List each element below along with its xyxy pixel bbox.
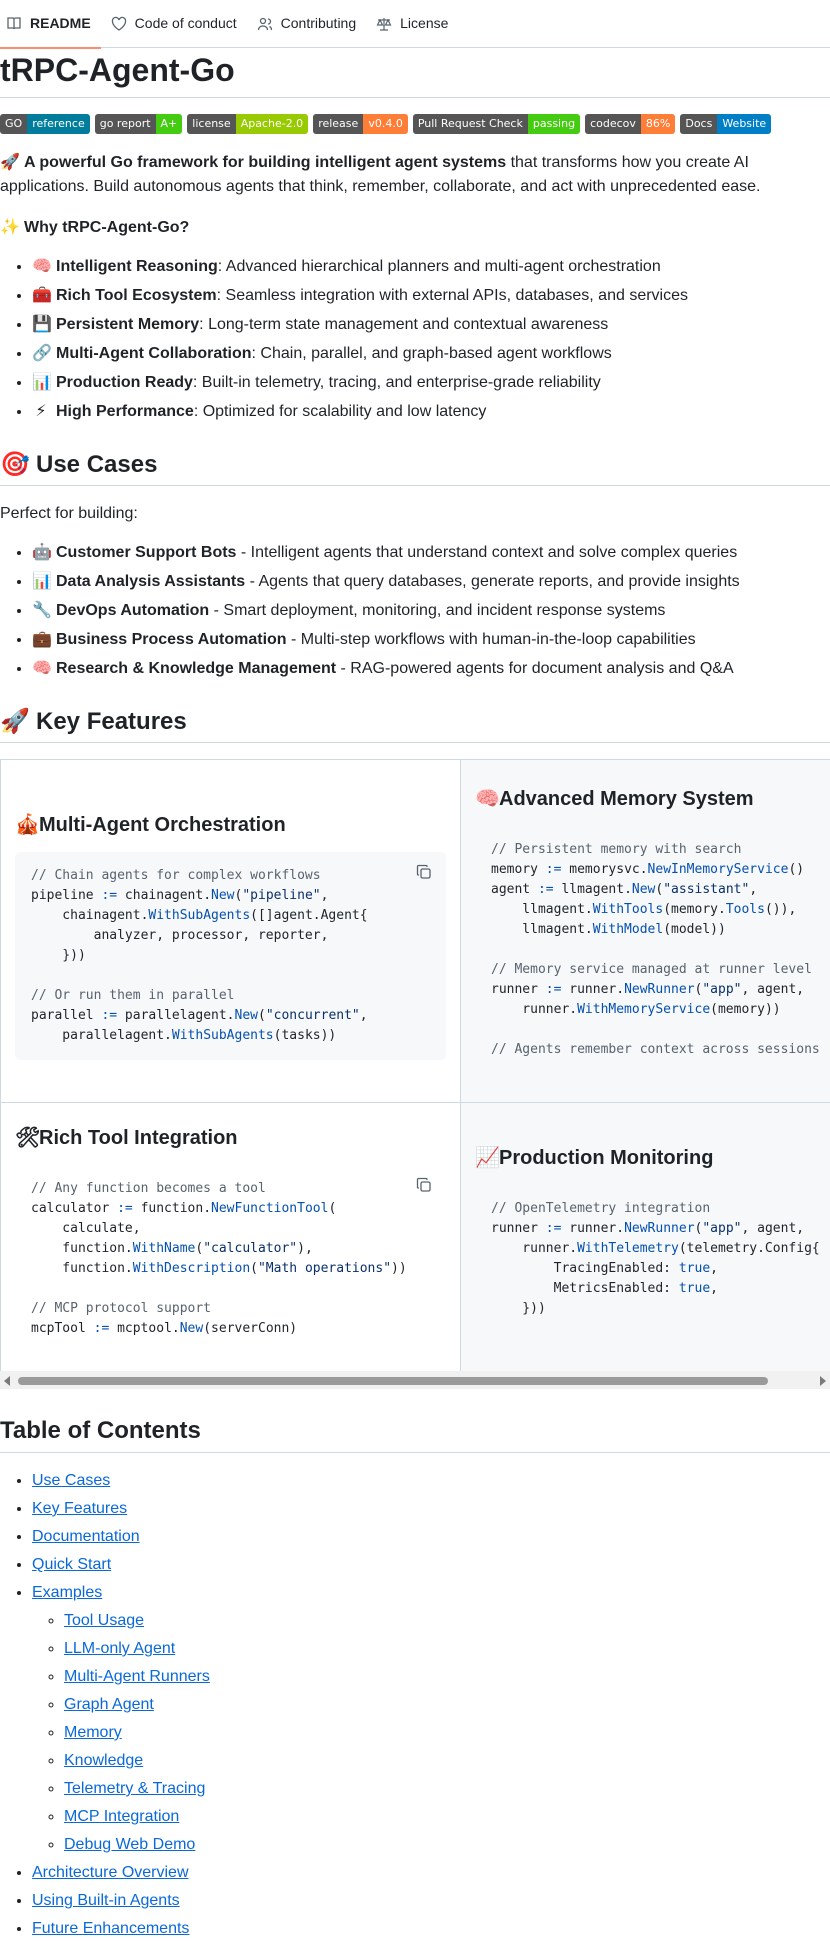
toc-sublist [32,1609,830,1857]
scale-icon [376,16,392,32]
brain-icon: 🧠 [475,786,500,810]
feature-card [461,1103,830,1388]
list-item: • 💼 Business Process Automation - Multi-step workflows with human-in-the-loop capabilities [32,627,830,652]
list-item: • 🧠 Intelligent Reasoning: Advanced hierarchical planners and multi-agent orchestration [32,254,830,279]
bar-chart-icon: 📊 [32,372,52,391]
heart-icon [111,16,127,32]
sparkles-icon: ✨ [0,217,20,236]
toc-link-telemetry[interactable]: Telemetry & Tracing [64,1780,206,1797]
circus-tent-icon: 🎪 [15,812,40,836]
floppy-disk-icon: 💾 [32,314,52,333]
feature-card [0,760,461,1103]
list-item: • 🔧 DevOps Automation - Smart deployment, monitoring, and incident response systems [32,598,830,623]
toc-item [32,1553,830,1577]
badge-docs[interactable]: Docs Website [680,114,771,134]
copy-icon[interactable] [416,1177,434,1195]
badge-go-report[interactable]: go report A+ [95,114,183,134]
use-cases-list [0,540,830,681]
toc-item [32,1581,830,1857]
code-block: // Chain agents for complex workflows pipeline := chainagent.New("pipeline", chainagent.WithSubAgents([]agent.Agent{ analyzer, processor, reporter, })) // Or run them in parallel parallel := parallelagent.New("concurrent", parallelagent.WithSubAgents(tasks)) [15,852,446,1060]
tab-contributing-label: Contributing [280,15,357,31]
badge-license[interactable]: license Apache-2.0 [187,114,308,134]
tab-code-of-conduct[interactable] [105,0,247,48]
rocket-icon: 🚀 [0,152,20,171]
feature-table[interactable] [0,759,830,1389]
toc-link-built-in-agents[interactable]: Using Built-in Agents [32,1892,180,1909]
list-item: • 📊 Production Ready: Built-in telemetry, tracing, and enterprise-grade reliability [32,370,830,395]
toc-link-graph-agent[interactable]: Graph Agent [64,1696,154,1713]
copy-icon[interactable] [416,864,434,882]
toc-link-future-enhancements[interactable]: Future Enhancements [32,1920,190,1937]
robot-icon: 🤖 [32,542,52,561]
toc-subitem [64,1609,830,1633]
list-item: • 🤖 Customer Support Bots - Intelligent agents that understand context and solve complex queries [32,540,830,565]
readme-tabs [0,0,830,48]
code-block: // OpenTelemetry integration runner := runner.NewRunner("app", agent, runner.WithTelemetry(telemetry.Config{ TracingEnabled: true, MetricsEnabled: true, })) [475,1185,830,1333]
list-item: • 🔗 Multi-Agent Collaboration: Chain, parallel, and graph-based agent workflows [32,341,830,366]
use-cases-intro: Perfect for building: [0,505,138,522]
badge-codecov[interactable]: codecov 86% [585,114,675,134]
briefcase-icon: 💼 [32,629,52,648]
why-heading: ✨ Why tRPC-Agent-Go? [0,215,830,240]
toc-list [0,1469,830,1941]
badge-pr-check[interactable]: Pull Request Check passing [413,114,580,134]
toc-link-key-features[interactable]: Key Features [32,1500,128,1517]
toc-link-quick-start[interactable]: Quick Start [32,1556,112,1573]
toc-link-memory[interactable]: Memory [64,1724,122,1741]
toolbox-icon: 🧰 [32,285,52,304]
toc-link-mcp-integration[interactable]: MCP Integration [64,1808,180,1825]
wrench-icon: 🔧 [32,600,52,619]
toc-item [32,1497,830,1521]
toc-subitem [64,1833,830,1857]
horizontal-scrollbar[interactable] [0,1371,830,1389]
list-item: • 🧰 Rich Tool Ecosystem: Seamless integration with external APIs, databases, and services [32,283,830,308]
toc-item [32,1525,830,1549]
toc-subitem [64,1693,830,1717]
toc-subitem [64,1749,830,1773]
toc-link-use-cases[interactable]: Use Cases [32,1472,111,1489]
people-icon [257,16,273,32]
use-cases-heading: 🎯 Use Cases [0,446,830,486]
target-icon: 🎯 [0,450,30,478]
badge-go-reference[interactable]: GO reference [0,114,90,134]
toc-link-debug-web-demo[interactable]: Debug Web Demo [64,1836,196,1853]
code-block: // Persistent memory with search memory := memorysvc.NewInMemoryService() agent := llmagent.New("assistant", llmagent.WithTools(memory.Tools()), llmagent.WithModel(model)) // Memory service managed at runner level runner := runner.NewRunner("app", agent, runner.WithMemoryService(memory)) // Agents remember context across sessions [475,826,830,1074]
toc-subitem [64,1805,830,1829]
toc-subitem [64,1777,830,1801]
feature-title: 📈Production Monitoring [475,1141,830,1173]
list-item: • 🧠 Research & Knowledge Management - RAG-powered agents for document analysis and Q&A [32,656,830,681]
list-item: • ⚡ High Performance: Optimized for scalability and low latency [32,399,830,424]
list-item: • 📊 Data Analysis Assistants - Agents that query databases, generate reports, and provide insights [32,569,830,594]
feature-card [0,1103,461,1388]
toc-link-tool-usage[interactable]: Tool Usage [64,1612,145,1629]
list-item: • 💾 Persistent Memory: Long-term state management and contextual awareness [32,312,830,337]
scroll-left-icon[interactable] [4,1376,10,1386]
key-features-heading: 🚀 Key Features [0,703,830,743]
tab-code-of-conduct-label: Code of conduct [134,15,237,31]
scrollbar-thumb[interactable] [18,1377,768,1385]
tab-license[interactable] [370,0,458,48]
code-block: // Any function becomes a tool calculator := function.NewFunctionTool( calculate, function.WithName("calculator"), function.WithDescription("Math operations")) // MCP protocol support mcpTool := mcptool.New(serverConn) [15,1165,446,1353]
toc-link-llm-only-agent[interactable]: LLM-only Agent [64,1640,176,1657]
tab-contributing[interactable] [251,0,367,48]
toc-link-multi-agent-runners[interactable]: Multi-Agent Runners [64,1668,210,1685]
book-icon [6,16,22,32]
chart-increasing-icon: 📈 [475,1145,500,1169]
toc-link-examples[interactable]: Examples [32,1584,103,1601]
feature-title: 🧠Advanced Memory System [475,782,830,814]
feature-title: 🎪Multi-Agent Orchestration [15,808,446,840]
brain-icon: 🧠 [32,256,52,275]
hammer-wrench-icon: 🛠 [15,1125,41,1149]
toc-subitem [64,1721,830,1745]
tab-readme-label: README [30,15,91,31]
toc-item [32,1917,830,1941]
toc-link-knowledge[interactable]: Knowledge [64,1752,144,1769]
toc-heading: Table of Contents [0,1413,830,1453]
toc-item [32,1861,830,1885]
rocket-icon: 🚀 [0,707,30,735]
tab-license-label: License [400,15,449,31]
tab-readme[interactable] [0,0,101,48]
badge-release[interactable]: release v0.4.0 [313,114,408,134]
toc-link-documentation[interactable]: Documentation [32,1528,140,1545]
toc-item [32,1469,830,1493]
toc-subitem [64,1665,830,1689]
scroll-right-icon[interactable] [820,1376,826,1386]
badge-row [0,114,830,134]
toc-item [32,1889,830,1913]
brain-icon: 🧠 [32,658,52,677]
intro-paragraph: 🚀 A powerful Go framework for building intelligent agent systems that transforms how you create AI applications. Build autonomous agents that think, remember, collaborate, and act with unprecedented ease. [0,152,761,195]
why-list [0,254,830,424]
page-title: tRPC-Agent-Go [0,48,830,98]
bar-chart-icon: 📊 [32,571,52,590]
toc-link-architecture[interactable]: Architecture Overview [32,1864,189,1881]
feature-card [461,760,830,1103]
lightning-icon: ⚡ [35,401,47,420]
link-icon: 🔗 [32,343,52,362]
feature-title: 🛠Rich Tool Integration [15,1121,446,1153]
toc-subitem [64,1637,830,1661]
